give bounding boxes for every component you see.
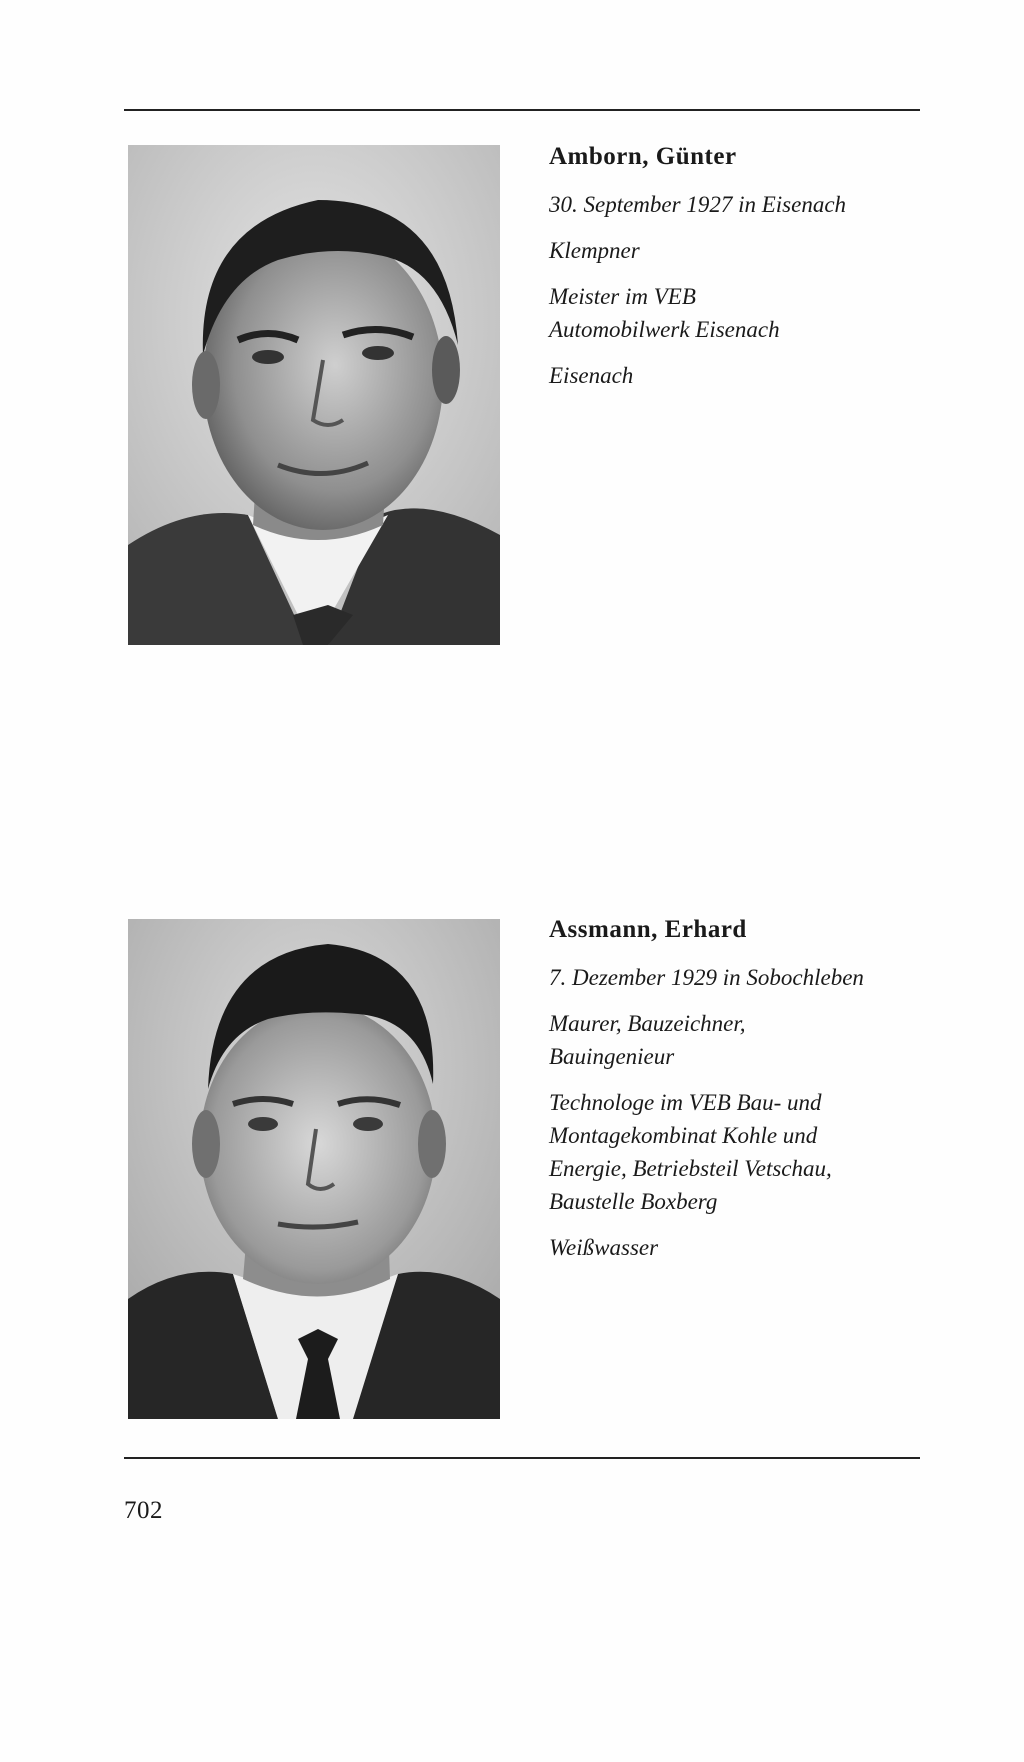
entry-birth: 7. Dezember 1929 in Sobochleben: [549, 965, 864, 990]
entry-assmann: [549, 913, 919, 1277]
entry-residence: Eisenach: [549, 363, 634, 388]
entry-birth: 30. September 1927 in Eisenach: [549, 192, 847, 217]
entry-trade: Klempner: [549, 238, 640, 263]
portrait-photo-assmann: [128, 919, 500, 1419]
entry-position: [549, 280, 919, 346]
entry-residence: Weißwasser: [549, 1235, 659, 1260]
entry-trade: [549, 1007, 919, 1073]
entry-position-line: Baustelle Boxberg: [549, 1189, 718, 1214]
entry-position-line: Meister im VEB: [549, 284, 696, 309]
entry-name: Amborn, Günter: [549, 143, 737, 170]
entry-position-line: Montagekombinat Kohle und: [549, 1123, 818, 1148]
portrait-icon: [128, 145, 500, 645]
bottom-rule: [124, 1457, 920, 1459]
entry-position-line: Technologe im VEB Bau- und: [549, 1090, 822, 1115]
entry-position: [549, 1086, 919, 1218]
entry-amborn: [549, 140, 919, 405]
entry-trade-line: Maurer, Bauzeichner,: [549, 1011, 746, 1036]
entry-position-line: Automobilwerk Eisenach: [549, 317, 780, 342]
page-number: 702: [124, 1497, 163, 1524]
top-rule: [124, 109, 920, 111]
entry-name: Assmann, Erhard: [549, 916, 747, 943]
entry-position-line: Energie, Betriebsteil Vetschau,: [549, 1156, 832, 1181]
portrait-photo-amborn: [128, 145, 500, 645]
entry-trade-line: Bauingenieur: [549, 1044, 675, 1069]
portrait-icon: [128, 919, 500, 1419]
